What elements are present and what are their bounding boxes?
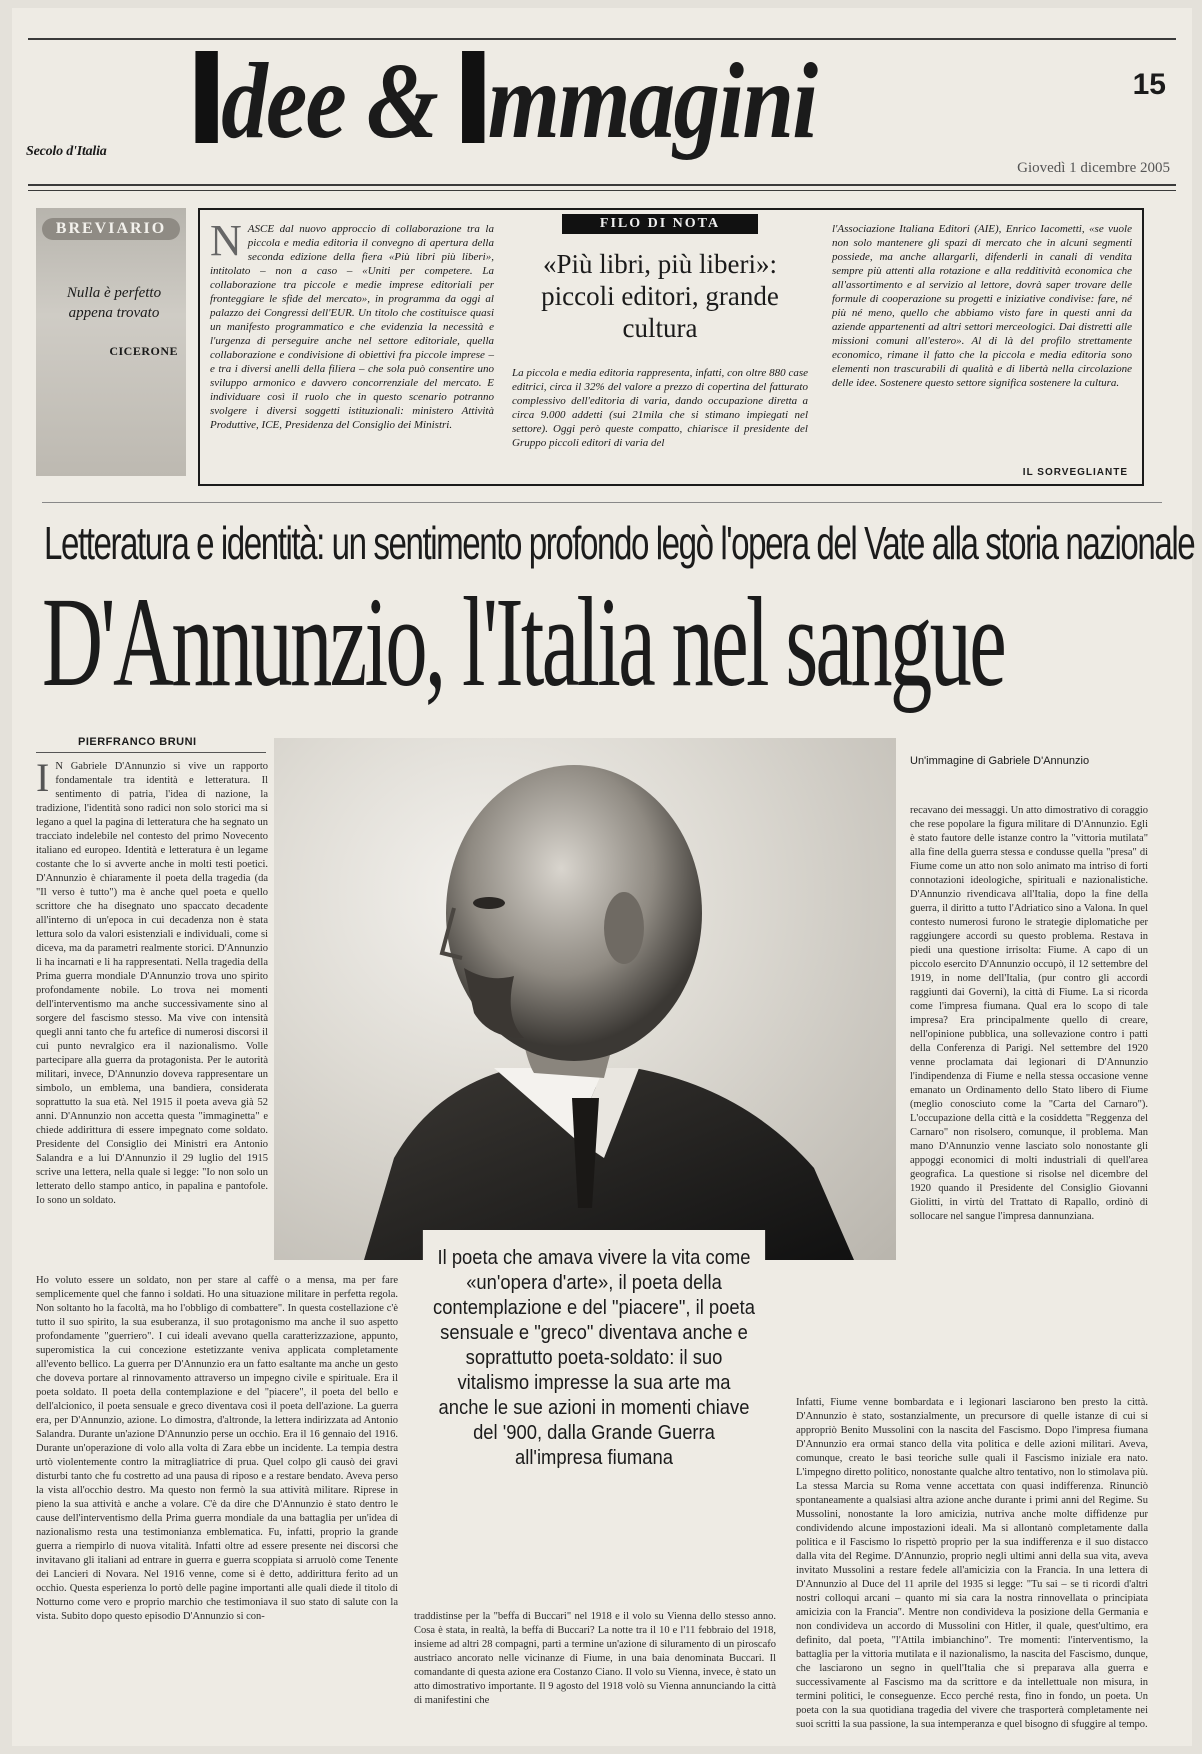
filo-headline: «Più libri, più liberi»: piccoli editori, grande cultura [541,249,779,343]
article-lower-middle: traddistinse per la "beffa di Buccari" nel 1918 e il volo su Vienna dello stesso anno. Cosa è stata, in realtà, la beffa di Buccari? La notte tra il 10 e l'11 febbraio del 1918, insieme ad altri 28 compagni, partì a termine un'azione di siluramento di un piroscafo austriaco ancorato nelle vicinanze di Fiume, in una baia denominata Buccari. Il comandante di questa azione era Costanzo Ciano. Il volo su Vienna, invece, è stato un atto dimostrativo importante. Il 9 agosto del 1918 volò su Vienna annunciando la città di manifestini che [414,1611,776,1706]
headline-rule [42,502,1162,503]
paper-name: Secolo d'Italia [26,144,107,159]
article-column-1 [36,755,268,1208]
breviario-title: BREVIARIO [42,218,180,240]
dannunzio-portrait [274,738,896,1260]
issue-date: Giovedì 1 dicembre 2005 [1017,160,1170,176]
byline-rule [36,752,266,753]
masthead-rule-thin [28,190,1176,191]
top-rule [28,38,1176,40]
filo-right-text: l'Associazione Italiana Editori (AIE), Enrico Iacometti, «se vuole non solo mantenere gli spazi di mercato che in alcuni segmenti possiede, ma anche allargarli, difenderli in canali di vendita sempre più attenti alla rotazione e alla redditività economica che all'assortimento e al servizio al lettore, dovrà saper trovare delle formule di cooperazione su progetti e iniziative condivise: fare, né più né meno, quello che abbiamo visto fare in questi anni da aziende appartenenti ad altri settori merceologici. Dai distretti alle missioni comuni all'estero». Al di là del profilo strettamente economico, rimane il fatto che la piccola e media editoria sono elementi non trascurabili di qualità e di libertà nella circolazione delle idee. Sostenere questo settore significa sostenere la cultura. [832,223,1132,389]
article-byline: PIERFRANCO BRUNI [78,736,197,748]
section-title [192,42,817,161]
breviario-quote: Nulla è perfetto appena trovato [66,285,162,321]
pull-quote: Il poeta che amava vivere la vita come «un'opera d'arte», il poeta della contemplazione e del "piacere", il poeta sensuale e "greco" diventava anche e soprattutto poeta-soldato: il suo vitalismo impresse la sua arte ma anche le sue azioni in momenti chiave del '900, dalla Grande Guerra all'impresa fiumana [423,1230,765,1604]
title-bar-icon [462,51,484,143]
newspaper-page [12,8,1195,1746]
masthead-rule [28,184,1176,186]
section-title-end: mmagini [487,42,817,161]
article-column-1-text: N Gabriele D'Annunzio si vive un rapporto fondamentale tra identità e letteratura. Il sentimento di patria, l'idea di nazione, la tradizione, l'identità sono radici non solo storici ma si legano a quel la pagina di letteratura che ha segnato un tracciato indelebile nel contesto del primo Novecento italiano ed europeo. Identità e letteratura è un legame costante che lo si avverte anche in molti testi poetici. D'Annunzio è chiaramente il poeta della tragedia (da "Il verso è tutto") ma è anche quel poeta e quello scrittore che ha disegnato uno spaccato decadente all'interno di un'epoca in cui decadenza non è stata lettura solo da valori esistenziali e individuali, come si diceva, ma da parametri realmente storici. D'Annunzio li ha incarnati e li ha rappresentati. Nella tragedia della Prima guerra mondiale D'Annunzio trova uno spirito profondamente nobile. Lo trova nei momenti dell'interventismo ma anche successivamente sino al sorgere del fascismo stesso. Ma vive con intensità quegli anni tanto che fu artefice di numerosi discorsi il cui punto nevralgico era il nazionalismo. Volle partecipare alla guerra da protagonista. Per le autorità militari, invece, D'Annunzio doveva rappresentare un simbolo, un emblema, una bandiera, considerata soprattutto la sua età. Nel 1915 il poeta aveva già 52 anni. D'Annunzio non accetta questa "immaginetta" e chiede addirittura di essere impegnato come soldato. Presidente del Consiglio dei Ministri era Antonio Salandra e a lui D'Annunzio il 29 luglio del 1915 scrive una lettera, nella quale si legge: "Io non solo un letterato dello stampo antico, in papalina e pantofole. Io sono un soldato. [36,761,268,1206]
filo-badge: FILO DI NOTA [562,214,758,234]
portrait-illustration [274,738,896,1260]
filo-left-text: ASCE dal nuovo approccio di collaborazione tra la piccola e media editoria il convegno di apertura della seconda edizione della fiera «Più libri più liberi», intitolato – non a caso – «Uniti per competere. La collaborazione tra piccole e medie imprese editoriali per fronteggiare le sfide del mercato», in programma da oggi al palazzo dei Congressi dell'EUR. Un titolo che costituisce quasi un manifesto programmatico e che evidenzia la necessità e l'urgenza di perseguire anche nel settore editoriale, quella collaborazione e condivisione di obiettivi fra piccole imprese – e tra i diversi anelli della filiera – che sola può consentire uno sviluppo armonico e davvero concorrenziale del mercato. E individuare così il ruolo che in questo scenario potranno svolgere i diversi soggetti istituzionali: ministero Attività Produttive, ICE, Presidenza del Consiglio dei Ministri. [210,223,494,431]
filo-di-nota-box [198,208,1144,486]
article-right-wide: Infatti, Fiume venne bombardata e i legionari lasciarono ben presto la città. D'Annunzio è stato, sostanzialmente, un precursore di quelle istanze di cui si appropriò Benito Mussolini con la nascita del Fascismo. Dopo l'impresa fiumana D'Annunzio era ormai stanco della vita politica e delle azioni militari. Aveva, comunque, creato le basi teoriche sulle quali il Fascismo iniziale era nato. L'impegno diretto politico, nonostante qualche altro tentativo, non lo stimolava più. La stessa Marcia su Roma venne accettata con quasi indifferenza. Rinunciò spontaneamente a qualsiasi altra azione anche durante i primi anni del Regime. Su Mussolini, nonostante la loro amicizia, nutriva anche molte diffidenze pur condividendo alcune impostazioni ideali. Ma si allontanò completamente dalla politica e il Fascismo lo rispettò proprio per la sua indifferenza e il suo distacco dalla vita del Regime. D'Annunzio, proprio negli ultimi anni della sua vita, aveva invitato Mussolini a restare fedele all'amicizia con la Francia. In una lettera di D'Annunzio al Duce del 11 aprile del 1935 si legge: "Tu sai – se ti ricordi d'altri nostri colloqui arcani – quanto mi sia cara la nostra rinnovellata o principiata amicizia con la Francia". Mentre non condivideva la posizione della Germania e non condivideva un accordo di Mussolini con Hitler, il quale, quest'ultimo, era definito, dal poeta, "l'Attila imbianchino". Tre momenti: l'interventismo, la battaglia per la vittoria mutilata e il nazionalismo, la nascita del Fascismo, dunque, che lasciarono un segno in quell'Italia che si preparava alla guerra e successivamente al Fascismo ma da scrittore e da intellettuale non misura, in termini politici, le conseguenze. Ecco perché resta, fino in fondo, un poeta. Un poeta con la sua quotidiana tragedia del vivere che trasporterà completamente nei suoi scritti la sua passione, la sua intemperanza e quel bisogno di sfuggire al tempo. [796,1397,1148,1730]
article-drop-cap: I [36,755,50,800]
filo-signature: IL SORVEGLIANTE [1022,467,1128,478]
photo-caption: Un'immagine di Gabriele D'Annunzio [910,755,1090,767]
section-title-start: dee & [221,42,459,161]
breviario-author: CICERONE [109,344,178,358]
filo-left-column [210,216,494,432]
article-kicker: Letteratura e identità: un sentimento profondo legò l'opera del Vate alla storia nazionale [44,517,1195,569]
article-right-column: recavano dei messaggi. Un atto dimostrativo di coraggio che rese popolare la figura militare di D'Annunzio. Egli è stato fautore delle istanze contro la "vittoria mutilata" alla fine della guerra stessa e condusse quella "presa" di Fiume come un atto non solo animato ma intriso di forti connotazioni ideologiche, spirituali e nazionalistiche. D'Annunzio rivendicava all'Italia, dopo la fine della guerra, il diritto a tutto l'Adriatico sino a Valona. In quel contesto numerosi furono le strategie diplomatiche per raggiungere accordi su questo problema. Restava in piedi una questione irrisolta: Fiume. A capo di un piccolo esercito D'Annunzio occupò, il 12 settembre del 1919, in nome dell'Italia, (pur contro gli accordi raggiunti dai Governi), la città di Fiume. La si ricorda come l'impresa fiumana. Qual era lo scopo di tale impresa? Era principalmente quello di creare, nell'opinione pubblica, una sollevazione contro i patti della Conferenza di Parigi. Nel settembre del 1920 venne proclamata dai legionari di D'Annunzio l'indipendenza di Fiume e nella stessa occasione venne emanato un Ordinamento dello Stato libero di Fiume (meglio conosciuto come la "Carta del Carnaro"). L'occupazione della città e la cosiddetta "Reggenza del Carnaro" non risolsero, comunque, il problema. Man mano D'Annunzio venne lasciato solo nonostante gli appoggi economici di molti industriali di quell'area geografica. La questione si risolse nel dicembre del 1920 quando il Presidente del Consiglio Giovanni Giolitti, in virtù del Trattato di Rapallo, ordinò di sollocare nel sangue l'impresa dannunziana. [910,805,1148,1222]
filo-center-column [512,214,808,450]
filo-center-text: La piccola e media editoria rappresenta, infatti, con oltre 880 case editrici, circa il 32% del valore a prezzo di copertina del fatturato complessivo dell'editoria di varia, dando occupazione diretta a circa 9.000 addetti (sui 21mila che si stimano impiegati nel settore). Oggi però queste compatto, chiarisce il presidente del Gruppo piccoli editori di varia del [512,367,808,449]
title-bar-icon [195,51,217,143]
article-lower-left: Ho voluto essere un soldato, non per stare al caffè o a mensa, ma per fare semplicemente quel che fanno i soldati. Ho una situazione militare in perfetta regola. Non soltanto ho la facoltà, ma ho l'obbligo di combattere". In questa costellazione c'è tutto il suo spirito, la sua esuberanza, il suo protagonismo ma anche il suo aspetto profondamente "guerriero". I cui ideali avevano quella caratterizzazione, appunto, superomistica la cui concezione estetizzante veniva applicata completamente all'evento bellico. La guerra per D'Annunzio era un fatto esaltante ma anche un gesto che doveva portare al rinnovamento attraverso un impegno civile e spirituale. Era il poeta soldato. Il poeta della contemplazione e del "piacere", il poeta del bello e dell'alcionico, il poeta sensuale e greco diventava così il poeta dell'azione. La guerra era, per D'Annunzio, azione. Lo dimostra, d'altronde, la lettera indirizzata ad Antonio Salandra. Durante un'azione D'Annunzio perse un occhio. Era il 16 gennaio del 1916. Durante un'operazione di volo alla volta di Zara ebbe un incidente. La tempia destra urtò violentemente contro la mitragliatrice di prua. Quel colpo gli causò dei gravi disturbi tanto che fu costretto ad una pausa di riposo e a restare bendato. Aveva perso la vista all'occhio destro. Ma questo non fermò la sua attività militare. Riprese in pieno la sua attività e anche a volare. C'è da dire che D'Annunzio è stato dentro le cause dell'interventismo della Prima guerra mondiale da una battaglia per un'idea di nazionalismo resta una testimonianza emblematica. Fu, infatti, proprio la grande guerra a riempirlo di nuova vitalità. Infatti oltre ad essere presente nei discorsi che invitavano gli italiani ad entrare in guerra e guerra scoppiata si arruolò come Tenente dei Lancieri di Novara. Nel 1916 venne, come si è detto, addirittura ferito ad un occhio. Questa esperienza lo portò delle pagine importanti alle quali diede il titolo di Notturno come vero e proprio marchio che testimoniava il suo stato di salute con la vista. Subito dopo questo episodio D'Annunzio si con- [36,1275,398,1622]
page-number: 15 [1132,68,1166,101]
drop-cap: N [210,216,242,265]
breviario-box [36,208,186,476]
article-headline: D'Annunzio, l'Italia nel sangue [42,571,1005,713]
